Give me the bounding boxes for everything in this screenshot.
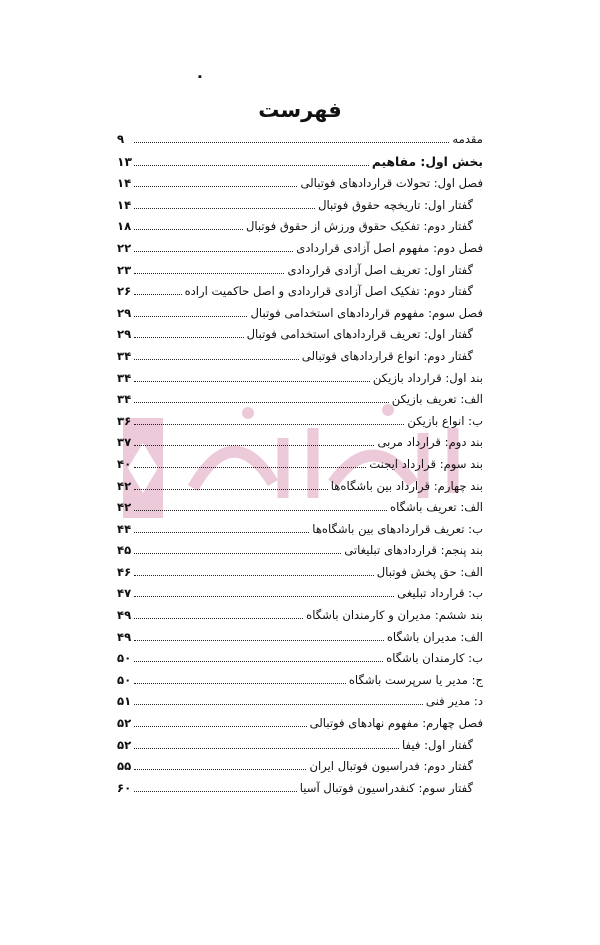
table-of-contents [117,124,483,795]
toc-entry-page: ۱۳ [117,154,133,169]
toc-entry-page: ۵۲ [117,737,132,752]
toc-entry-page: ۴۹ [117,608,132,623]
toc-entry-title: ب: کارمندان باشگاه [386,651,483,666]
toc-entry-title: مقدمه [452,131,483,146]
toc-entry-title: گفتار دوم: تفکیک حقوق ورزش از حقوق فوتبال [245,219,473,234]
toc-entry-page: ۳۶ [117,413,132,428]
toc-entry-page: ۲۹ [117,305,132,320]
toc-entry [117,124,483,146]
dot-leader [134,552,341,554]
toc-entry [117,190,483,212]
toc-entry [117,708,483,730]
toc-entry-page: ۵۲ [117,716,132,731]
dot-leader [134,423,404,425]
toc-entry-page: ۴۲ [117,478,132,493]
dot-leader [134,682,346,684]
toc-entry [117,665,483,687]
toc-entry [117,471,483,493]
dot-leader [134,315,247,317]
dot-leader [134,531,309,533]
dot-leader [134,336,244,338]
dot-leader [134,595,394,597]
toc-entry-title: فصل چهارم: مفهوم نهادهای فوتبالی [309,716,483,731]
toc-entry [117,169,483,191]
toc-entry-title: گفتار اول: فیفا [402,737,473,752]
toc-entry-title: فصل سوم: مفهوم قراردادهای استخدامی فوتبال [250,305,483,320]
toc-entry [117,730,483,752]
dot-leader [134,185,297,187]
toc-entry-title: گفتار دوم: انواع قراردادهای فوتبالی [301,348,473,363]
toc-entry-page: ۶۰ [117,780,132,795]
dot-leader [134,358,299,360]
toc-entry-page: ۵۵ [117,759,132,774]
toc-entry [117,146,483,169]
toc-entry-title: گفتار اول: تعریف اصل آزادی قراردادی [287,262,473,277]
toc-entry-title: بند سوم: قرارداد ایجنت [369,456,483,471]
toc-entry-title: ج: مدیر یا سرپرست باشگاه [348,672,483,687]
toc-entry-page: ۳۷ [117,435,132,450]
toc-entry-page: ۱۴ [117,197,132,212]
toc-entry [117,320,483,342]
dot-leader [134,488,328,490]
toc-entry-page: ۳۴ [117,348,132,363]
toc-entry-title: گفتار اول: تاریخچه حقوق فوتبال [318,197,473,212]
toc-entry-page: ۳۴ [117,392,132,407]
toc-entry [117,233,483,255]
dot-leader [134,293,182,295]
toc-entry [117,449,483,471]
toc-entry-title: فصل اول: تحولات قراردادهای فوتبالی [300,176,483,191]
page-title: فهرست [258,98,342,122]
toc-entry-title: بند دوم: قرارداد مربی [377,435,483,450]
page-marker: ۰ [195,66,205,85]
toc-entry-title: بند پنجم: قراردادهای تبلیغاتی [344,543,483,558]
toc-entry-page: ۴۲ [117,500,132,515]
toc-entry-page: ۲۹ [117,327,132,342]
toc-entry-page: ۴۵ [117,543,132,558]
toc-entry-page: ۴۴ [117,521,132,536]
toc-entry-page: ۲۶ [117,284,132,299]
toc-entry-page: ۱۴ [117,176,132,191]
dot-leader [134,466,366,468]
dot-leader [134,272,284,274]
toc-entry-title: الف: حق پخش فوتبال [376,564,483,579]
toc-entry [117,277,483,299]
toc-entry [117,406,483,428]
toc-entry-page: ۴۰ [117,456,132,471]
toc-entry [117,773,483,795]
toc-entry-title: الف: مدیران باشگاه [386,629,483,644]
toc-entry-page: ۲۲ [117,240,132,255]
toc-entry-title: الف: تعریف بازیکن [391,392,483,407]
toc-entry [117,514,483,536]
dot-leader [134,164,369,166]
toc-entry-page: ۴۷ [117,586,132,601]
toc-entry [117,600,483,622]
toc-entry [117,557,483,579]
dot-leader [134,725,307,727]
toc-entry [117,341,483,363]
toc-entry-title: ب: قرارداد تبلیغی [397,586,483,601]
toc-entry [117,536,483,558]
toc-entry [117,752,483,774]
toc-entry [117,579,483,601]
dot-leader [134,509,387,511]
dot-leader [134,228,243,230]
toc-entry-title: بخش اول: مفاهیم [371,154,483,169]
toc-entry-page: ۴۶ [117,564,132,579]
toc-entry-page: ۵۱ [117,694,132,709]
toc-entry-title: بند ششم: مدیران و کارمندان باشگاه [306,608,483,623]
dot-leader [134,790,297,792]
toc-entry-title: بند اول: قرارداد بازیکن [372,370,483,385]
toc-entry [117,255,483,277]
toc-entry-title: گفتار دوم: فدراسیون فوتبال ایران [309,759,473,774]
toc-entry [117,428,483,450]
dot-leader [134,207,315,209]
toc-entry-title: الف: تعریف باشگاه [390,500,483,515]
toc-entry [117,363,483,385]
dot-leader [134,401,389,403]
toc-entry-title: ب: انواع بازیکن [407,413,483,428]
toc-entry [117,687,483,709]
toc-entry-title: گفتار اول: تعریف قراردادهای استخدامی فوتبال [246,327,473,342]
toc-entry-page: ۴۹ [117,629,132,644]
toc-entry-page: ۱۸ [117,219,132,234]
toc-entry-title: بند چهارم: قرارداد بین باشگاه‌ها [330,478,483,493]
toc-entry-page: ۹ [117,131,125,146]
dot-leader [134,768,306,770]
dot-leader [134,574,374,576]
toc-entry [117,385,483,407]
toc-entry [117,644,483,666]
toc-entry [117,622,483,644]
toc-entry-page: ۵۰ [117,672,132,687]
toc-entry-title: گفتار دوم: تفکیک اصل آزادی قراردادی و اصل حاکمیت اراده [184,284,473,299]
dot-leader [134,617,303,619]
toc-entry-page: ۵۰ [117,651,132,666]
toc-entry-page: ۳۴ [117,370,132,385]
toc-entry-page: ۲۳ [117,262,132,277]
toc-entry [117,298,483,320]
toc-entry [117,212,483,234]
toc-entry-title: ب: تعریف قراردادهای بین باشگاه‌ها [312,521,483,536]
toc-entry-title: گفتار سوم: کنفدراسیون فوتبال آسیا [299,780,473,795]
dot-leader [134,380,370,382]
dot-leader [134,703,423,705]
toc-entry-title: د: مدیر فنی [425,694,483,709]
dot-leader [134,747,399,749]
dot-leader [134,444,374,446]
toc-entry-title: فصل دوم: مفهوم اصل آزادی قراردادی [296,240,483,255]
dot-leader [134,660,383,662]
dot-leader [134,141,449,143]
toc-entry [117,493,483,515]
dot-leader [134,639,384,641]
dot-leader [134,250,293,252]
